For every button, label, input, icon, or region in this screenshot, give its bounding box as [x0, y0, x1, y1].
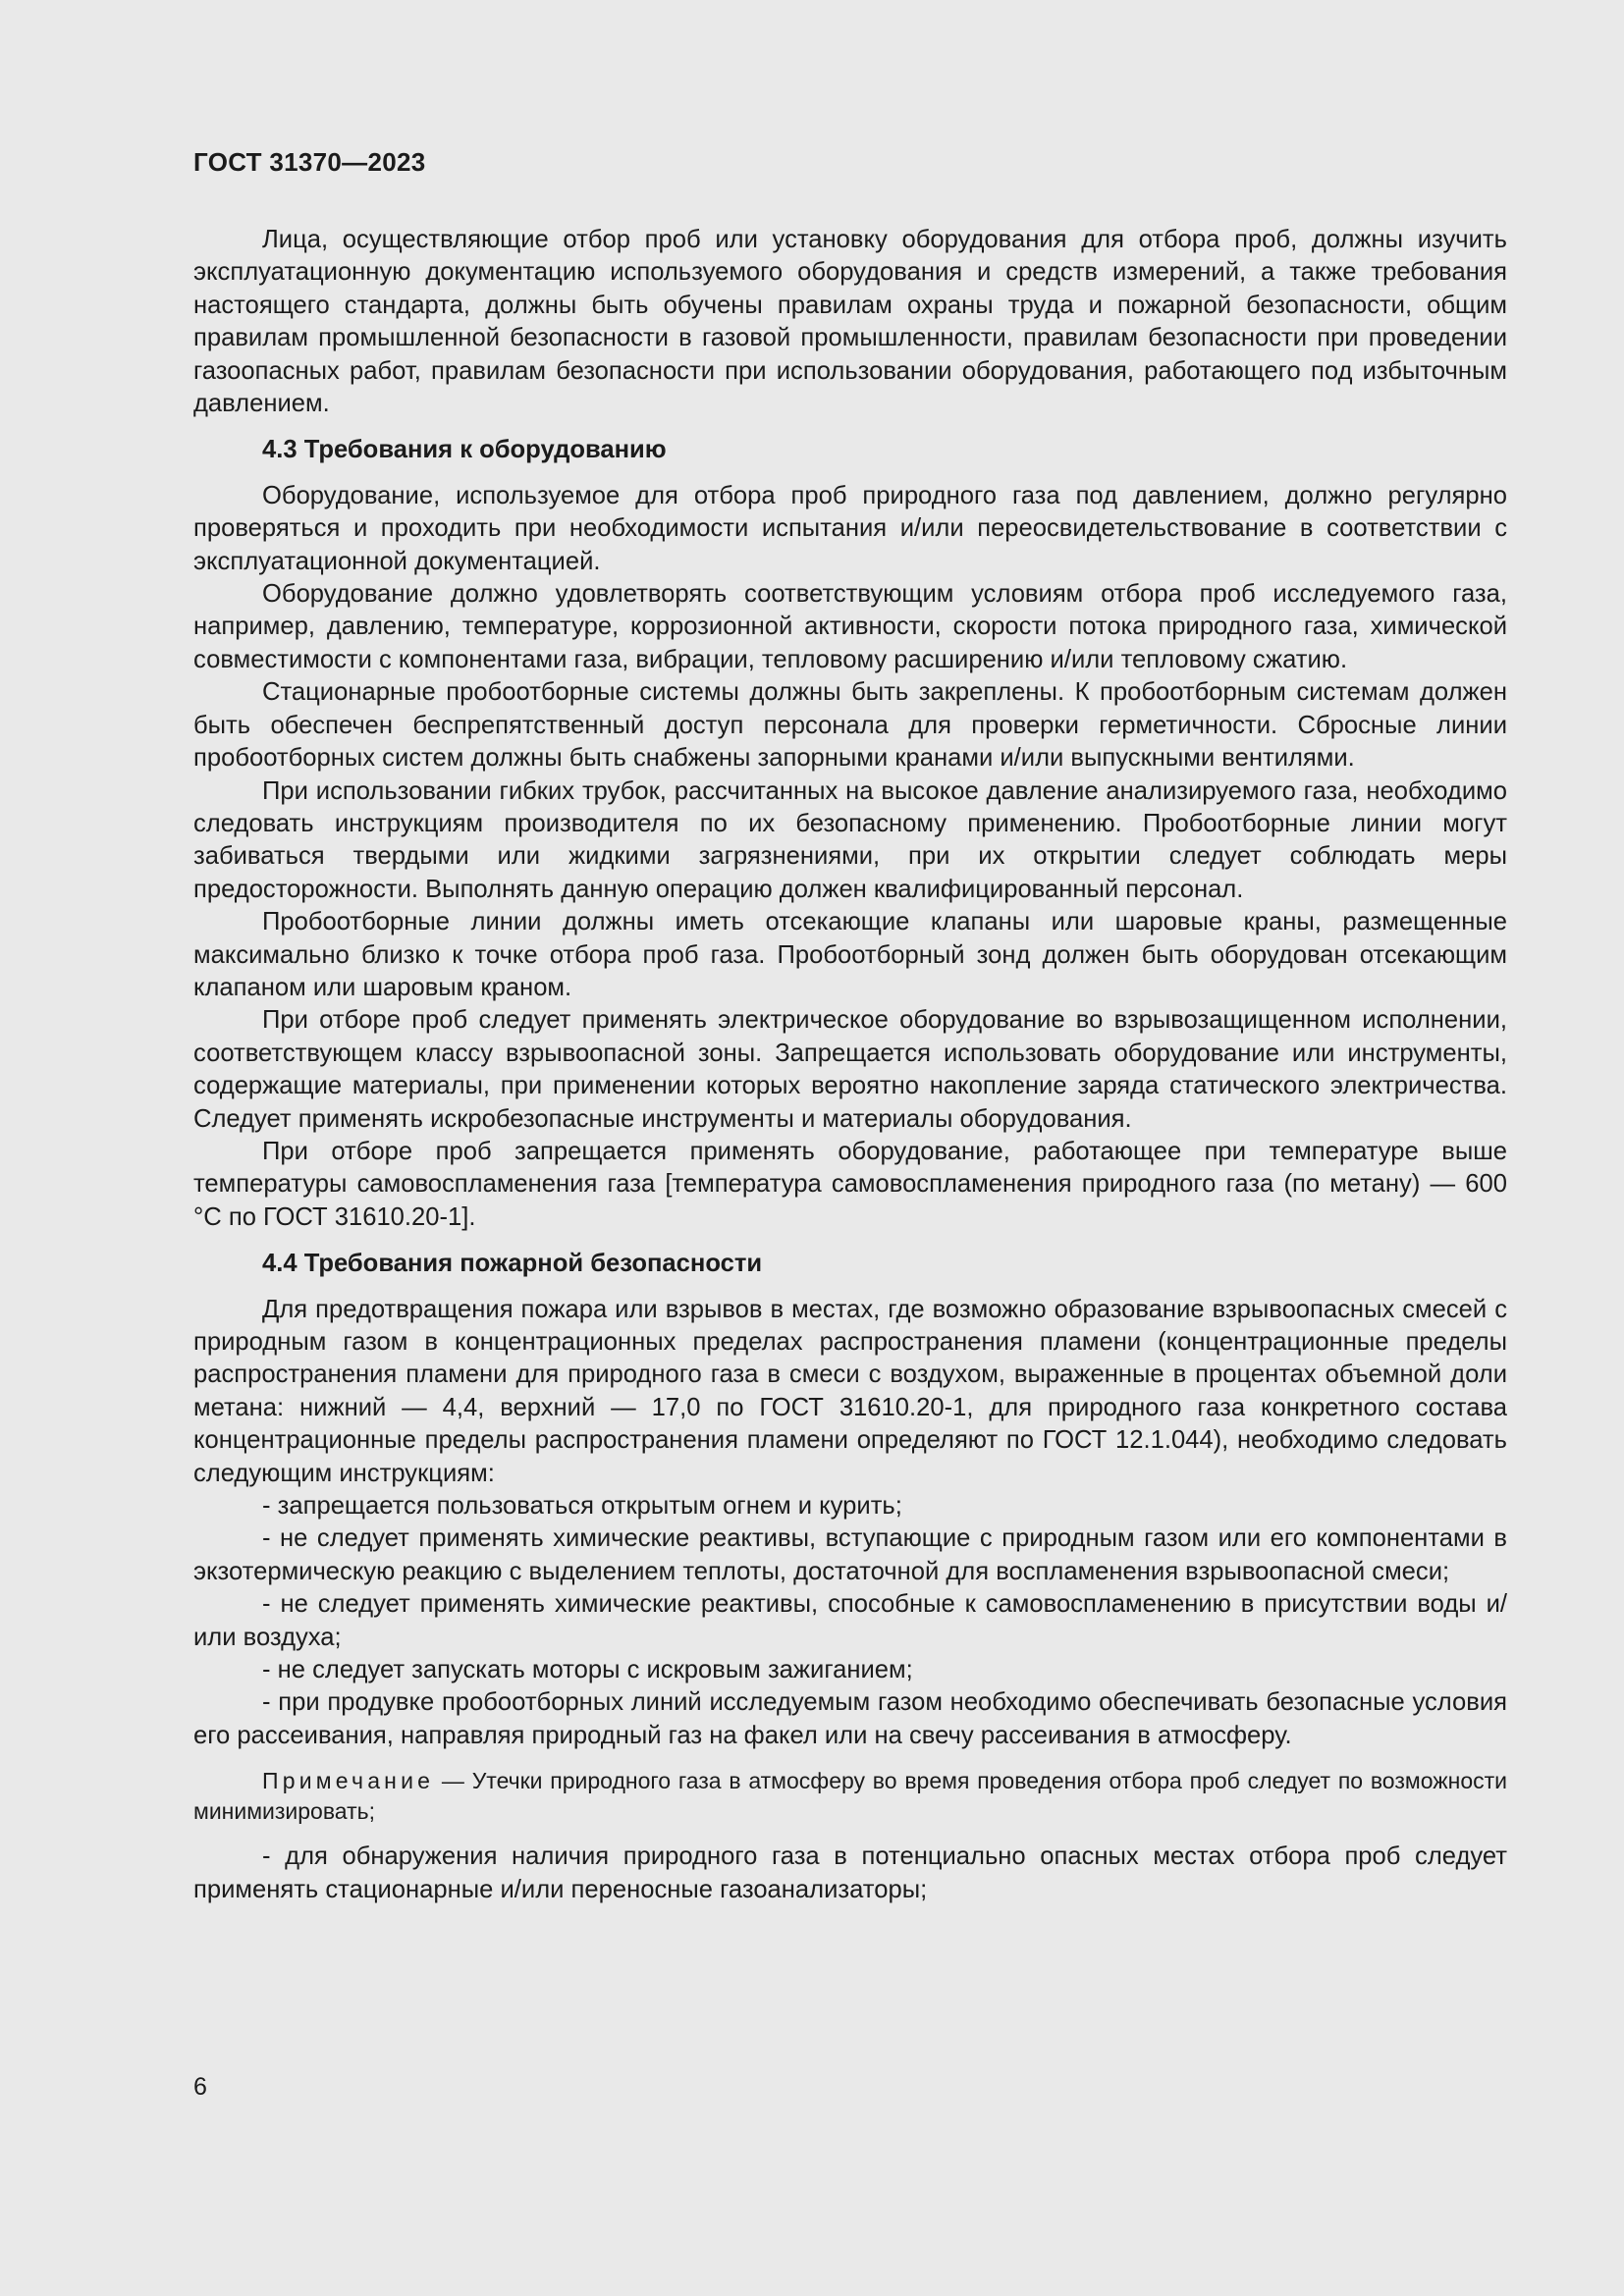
section-4-3-paragraph-4: При использовании гибких трубок, рассчитанных на высокое давление анализируемого газа, необходимо следовать инструкциям производителя по их безопасному применению. Пробоотборные линии могут забиваться твердыми или жидкими загрязнениями, при их открытии следует соблюдать меры предосторожности. Выполнять данную операцию должен квалифицированный персонал.	[193, 776, 1507, 903]
list-item: - не следует применять химические реактивы, вступающие с природным газом или его компонентами в экзотермическую реакцию с выделением теплоты, достаточной для воспламенения взрывоопасной смеси;	[193, 1524, 1507, 1585]
note-label: Примечание	[262, 1768, 435, 1794]
section-4-4-heading: 4.4 Требования пожарной безопасности	[262, 1250, 763, 1278]
section-4-3-paragraph-6: При отборе проб следует применять электрическое оборудование во взрывозащищенном исполнении, соответствующем классу взрывоопасной зоны. Запрещается использовать оборудование или инструменты, содержащие материалы, при применении которых вероятно накопление заряда статического электричества. Следует применять искробезопасные инструменты и материалы оборудования.	[193, 1006, 1507, 1133]
section-4-4-paragraph-1: Для предотвращения пожара или взрывов в местах, где возможно образование взрывоопасных смесей с природным газом в концентрационных пределах распространения пламени (концентрационные пределы распространения пламени для природного газа в смеси с воздухом, выраженные в процентах объемной доли метана: нижний — 4,4, верхний — 17,0 по ГОСТ 31610.20-1, для природного газа конкретного состава концентрационные пределы распространения пламени определяют по ГОСТ 12.1.044), необходимо следовать следующим инструкциям:	[193, 1295, 1507, 1487]
section-4-3-paragraph-7: При отборе проб запрещается применять оборудование, работающее при температуре выше температуры самовоспламенения газа [температура самовоспламенения природного газа (по метану) — 600 °С по ГОСТ 31610.20-1].	[193, 1137, 1507, 1231]
intro-paragraph: Лица, осуществляющие отбор проб или установку оборудования для отбора проб, должны изучить эксплуатационную документацию используемого оборудования и средств измерений, а также требования настоящего стандарта, должны быть обучены правилам охраны труда и пожарной безопасности, общим правилам промышленной безопасности в газовой промышленности, правилам безопасности при проведении газоопасных работ, правилам безопасности при использовании оборудования, работающего под избыточным давлением.	[193, 226, 1507, 418]
document-body	[193, 224, 1507, 1906]
standard-code-header: ГОСТ 31370—2023	[193, 147, 426, 177]
list-item: - не следует применять химические реактивы, способные к самовоспламенению в присутствии воды и/или воздуха;	[193, 1590, 1507, 1651]
list-item: - не следует запускать моторы с искровым зажиганием;	[262, 1656, 913, 1684]
section-4-3-paragraph-2: Оборудование должно удовлетворять соответствующим условиям отбора проб исследуемого газа, например, давлению, температуре, коррозионной активности, скорости потока природного газа, химической совместимости с компонентами газа, вибрации, тепловому расширению и/или тепловому сжатию.	[193, 580, 1507, 673]
section-4-3-paragraph-1: Оборудование, используемое для отбора проб природного газа под давлением, должно регулярно проверяться и проходить при необходимости испытания и/или переосвидетельствование в соответствии с эксплуатационной документацией.	[193, 481, 1507, 575]
list-item: - при продувке пробоотборных линий исследуемым газом необходимо обеспечивать безопасные условия его рассеивания, направляя природный газ на факел или на свечу рассеивания в атмосферу.	[193, 1688, 1507, 1749]
section-4-3-heading: 4.3 Требования к оборудованию	[262, 436, 667, 464]
list-item: - для обнаружения наличия природного газа в потенциально опасных местах отбора проб следует применять стационарные и/или переносные газоанализаторы;	[193, 1842, 1507, 1903]
note-text: — Утечки природного газа в атмосферу во время проведения отбора проб следует по возможности минимизировать;	[193, 1768, 1507, 1825]
section-4-3-paragraph-5: Пробоотборные линии должны иметь отсекающие клапаны или шаровые краны, размещенные максимально близко к точке отбора проб газа. Пробоотборный зонд должен быть оборудован отсекающим клапаном или шаровым краном.	[193, 908, 1507, 1001]
note	[193, 1766, 1507, 1827]
section-4-3-paragraph-3: Стационарные пробоотборные системы должны быть закреплены. К пробоотборным системам должен быть обеспечен беспрепятственный доступ персонала для проверки герметичности. Сбросные линии пробоотборных систем должны быть снабжены запорными кранами и/или выпускными вентилями.	[193, 678, 1507, 773]
list-item: - запрещается пользоваться открытым огнем и курить;	[262, 1492, 902, 1521]
page-number: 6	[193, 2073, 207, 2101]
